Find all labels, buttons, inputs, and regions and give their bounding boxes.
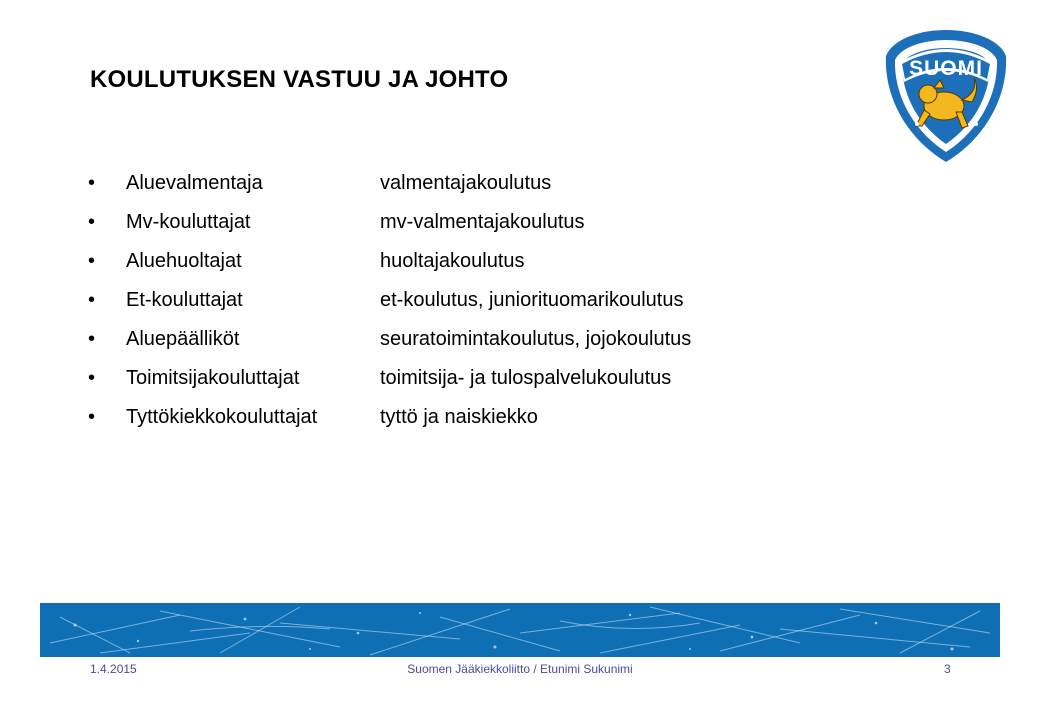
list-item [88, 289, 691, 328]
bullet-description: tyttö ja naiskiekko [380, 406, 538, 428]
bullet-term: Et-kouluttajat [126, 289, 243, 311]
logo-text: SUOMI [909, 57, 983, 80]
page-number: 3 [944, 662, 951, 676]
bullet-description: toimitsija- ja tulospalvelukoulutus [380, 367, 672, 389]
bullet-term: Mv-kouluttajat [126, 211, 251, 233]
bullet-term: Aluehuoltajat [126, 250, 242, 272]
list-item [88, 328, 691, 367]
bullet-icon: • [88, 172, 96, 194]
bullet-list [88, 172, 691, 445]
list-item [88, 406, 691, 445]
bullet-term: Toimitsijakouluttajat [126, 367, 300, 389]
bullet-description: et-koulutus, juniorituomarikoulutus [380, 289, 684, 311]
bullet-description: valmentajakoulutus [380, 172, 552, 194]
footer-date: 1.4.2015 [90, 662, 137, 676]
bullet-icon: • [88, 328, 96, 350]
bullet-icon: • [88, 289, 96, 311]
bullet-term: Aluepäälliköt [126, 328, 240, 350]
bullet-icon: • [88, 367, 96, 389]
list-item [88, 211, 691, 250]
list-item [88, 250, 691, 289]
list-item [88, 367, 691, 406]
suomi-logo [882, 26, 1010, 166]
bullet-description: mv-valmentajakoulutus [380, 211, 585, 233]
bullet-icon: • [88, 406, 96, 428]
bullet-icon: • [88, 211, 96, 233]
bullet-term: Tyttökiekkokouluttajat [126, 406, 318, 428]
bullet-description: seuratoimintakoulutus, jojokoulutus [380, 328, 692, 350]
bullet-description: huoltajakoulutus [380, 250, 525, 272]
bullet-term: Aluevalmentaja [126, 172, 263, 194]
bullet-icon: • [88, 250, 96, 272]
ice-texture-band [40, 603, 1000, 657]
footer-organization: Suomen Jääkiekkoliitto / Etunimi Sukunimi [407, 662, 633, 676]
slide-title: KOULUTUKSEN VASTUU JA JOHTO [90, 66, 509, 93]
ice-scratches [40, 603, 1000, 657]
list-item [88, 172, 691, 211]
